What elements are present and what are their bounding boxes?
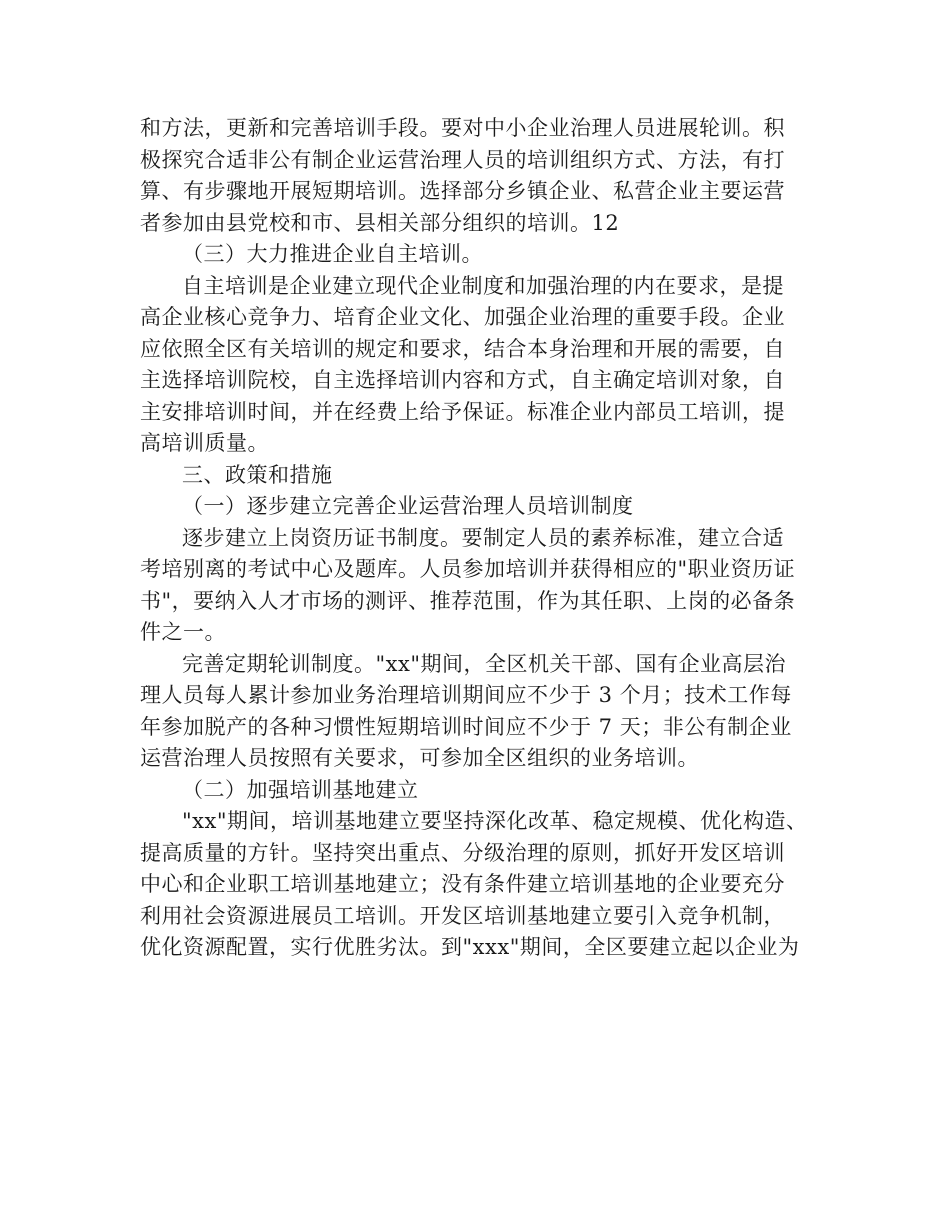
paragraph-line: 极探究合适非公有制企业运营治理人员的培训组织方式、方法，有打 — [140, 147, 785, 172]
paragraph-line: 者参加由县党校和市、县相关部分组织的培训。12 — [140, 210, 620, 235]
paragraph-line: "xx"期间，培训基地建立要坚持深化改革、稳定规模、优化构造、 — [182, 809, 808, 833]
paragraph-line: 和方法，更新和完善培训手段。要对中小企业治理人员进展轮训。积 — [140, 116, 785, 140]
section-heading: （一）逐步建立完善企业运营治理人员培训制度 — [182, 494, 634, 518]
paragraph-line: 中心和企业职工培训基地建立；没有条件建立培训基地的企业要充分 — [140, 872, 785, 896]
paragraph-line: 考培别离的考试中心及题库。人员参加培训并获得相应的"职业资历证 — [140, 557, 796, 581]
section-heading: 三、政策和措施 — [182, 462, 333, 487]
section-heading: （三）大力推进企业自主培训。 — [182, 242, 483, 266]
paragraph-line: 利用社会资源进展员工培训。开发区培训基地建立要引入竞争机制， — [140, 903, 785, 928]
paragraph-line: 算、有步骤地开展短期培训。选择部分乡镇企业、私营企业主要运营 — [140, 179, 785, 203]
section-heading: （二）加强培训基地建立 — [182, 777, 419, 802]
paragraph-line: 运营治理人员按照有关要求，可参加全区组织的业务培训。 — [140, 746, 699, 770]
paragraph-line: 年参加脱产的各种习惯性短期培训时间应不少于 7 天；非公有制企业 — [140, 714, 792, 739]
paragraph-line: 书"，要纳入人才市场的测评、推荐范围，作为其任职、上岗的必备条 — [140, 588, 796, 613]
paragraph-line: 主选择培训院校，自主选择培训内容和方式，自主确定培训对象，自 — [140, 368, 785, 392]
paragraph-line: 应依照全区有关培训的规定和要求，结合本身治理和开展的需要，自 — [140, 336, 785, 361]
paragraph-line: 理人员每人累计参加业务治理培训期间应不少于 3 个月；技术工作每 — [140, 683, 792, 707]
paragraph-line: 主安排培训时间，并在经费上给予保证。标准企业内部员工培训，提 — [140, 399, 785, 424]
paragraph-line: 件之一。 — [140, 620, 226, 644]
paragraph-line: 提高质量的方针。坚持突出重点、分级治理的原则，抓好开发区培训 — [140, 840, 785, 865]
paragraph-line: 优化资源配置，实行优胜劣汰。到"xxx"期间，全区要建立起以企业为 — [140, 935, 800, 959]
paragraph-line: 高培训质量。 — [140, 431, 269, 455]
paragraph-line: 高企业核心竞争力、培育企业文化、加强企业治理的重要手段。企业 — [140, 305, 785, 329]
paragraph-line: 完善定期轮训制度。"xx"期间，全区机关干部、国有企业高层治 — [182, 651, 787, 676]
paragraph-line: 逐步建立上岗资历证书制度。要制定人员的素养标准，建立合适 — [182, 525, 784, 550]
paragraph-line: 自主培训是企业建立现代企业制度和加强治理的内在要求，是提 — [182, 273, 784, 298]
document-body — [140, 113, 820, 964]
